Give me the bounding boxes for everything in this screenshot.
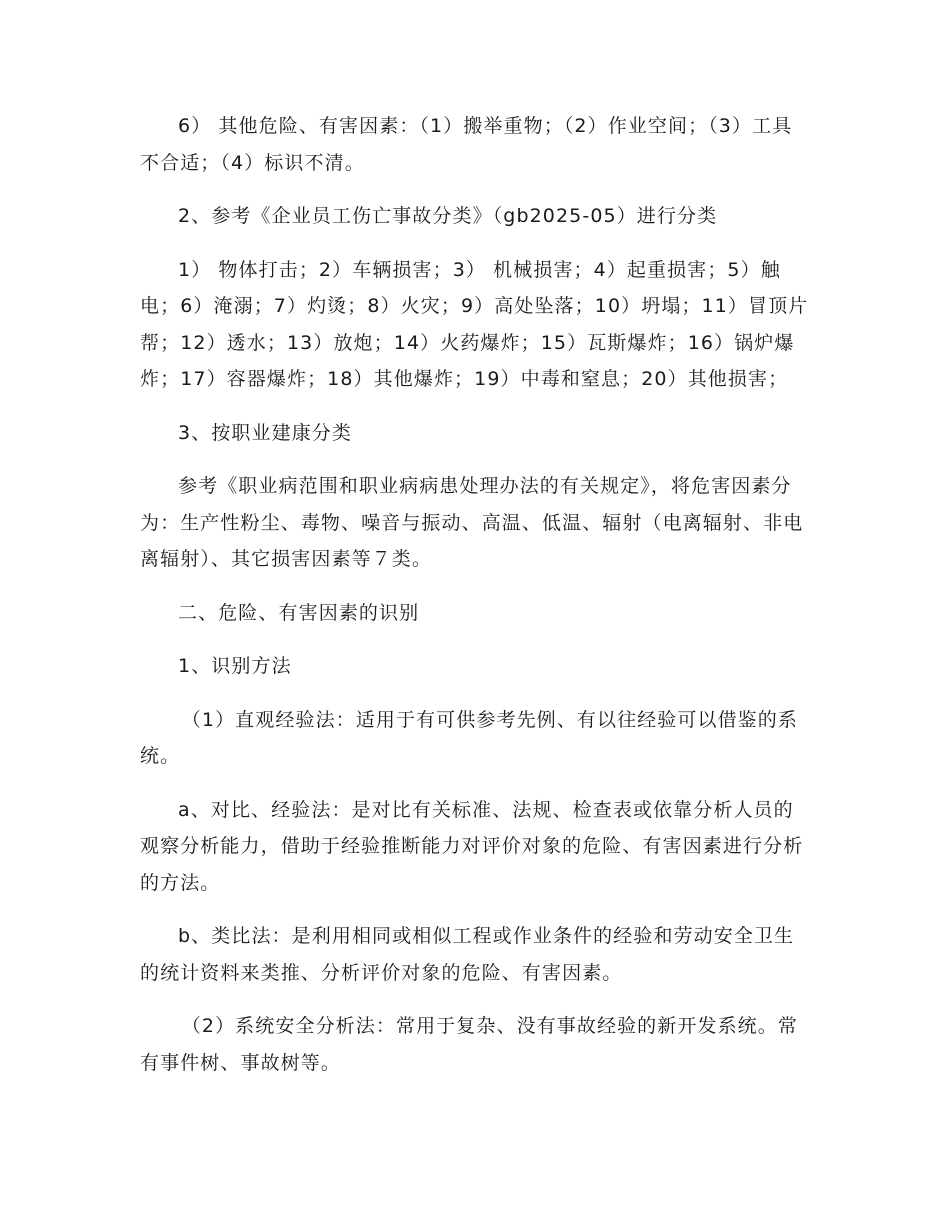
paragraph-system-safety-analysis: （2）系统安全分析法：常用于复杂、没有事故经验的新开发系统。常有事件树、事故树等。 <box>140 1015 798 1074</box>
paragraph-intuitive-experience-method: （1）直观经验法：适用于有可供参考先例、有以往经验可以借鉴的系统。 <box>140 708 798 767</box>
paragraph-occupational-hazard-factors: 参考《职业病范围和职业病病患处理办法的有关规定》，将危害因素分为：生产性粉尘、毒物、噪音与振动、高温、低温、辐射（电离辐射、非电离辐射）、其它损害因素等７类。 <box>140 475 804 570</box>
paragraph-other-hazards: 6） 其他危险、有害因素：（1）搬举重物；（2）作业空间；（3）工具不合适；（4）标识不清。 <box>140 115 793 174</box>
paragraph-accident-classification-heading: 2、参考《企业员工伤亡事故分类》（gb2025-05）进行分类 <box>178 205 718 227</box>
paragraph-analogy-method: b、类比法：是利用相同或相似工程或作业条件的经验和劳动安全卫生的统计资料来类推、分析评价对象的危险、有害因素。 <box>140 925 795 984</box>
section-heading-hazard-identification: 二、危险、有害因素的识别 <box>178 601 420 624</box>
paragraph-occupational-health-heading: 3、按职业建康分类 <box>178 421 352 444</box>
paragraph-accident-types-list: 1） 物体打击；2）车辆损害；3） 机械损害；4）起重损害；5）触电；6）淹溺；7）灼烫；8）火灾；9）高处坠落；10）坍塌；11）冒顶片帮；12）透水；13）放炮；14）火药爆炸；15）瓦斯爆炸；16）锅炉爆炸；17）容器爆炸；18）其他爆炸；19）中毒和窒息；20）其他损害； <box>140 258 809 390</box>
subheading-identification-methods: 1、识别方法 <box>178 655 292 677</box>
paragraph-comparison-experience-method: a、对比、经验法：是对比有关标准、法规、检查表或依靠分析人员的观察分析能力，借助于经验推断能力对评价对象的危险、有害因素进行分析的方法。 <box>140 798 804 894</box>
